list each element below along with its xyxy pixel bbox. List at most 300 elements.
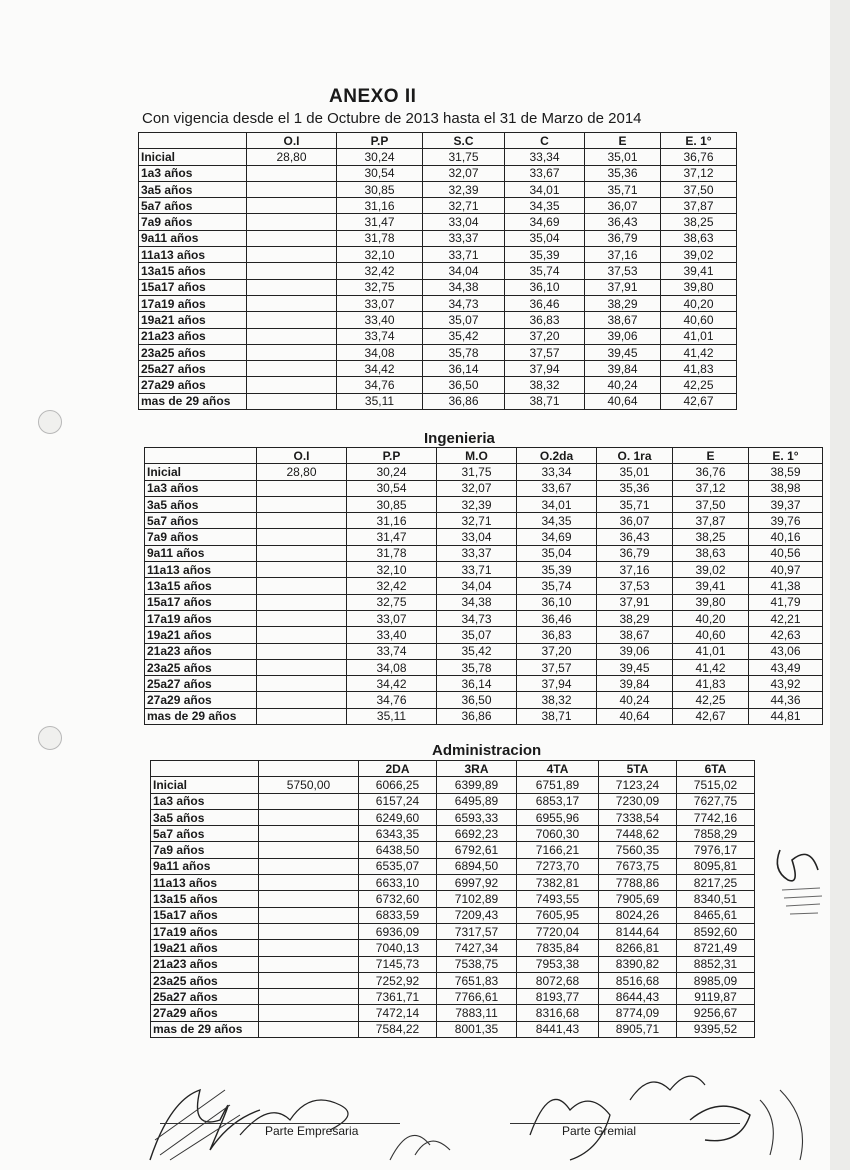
row-label: 21a23 años bbox=[139, 328, 247, 344]
table-cell bbox=[259, 1005, 359, 1021]
table-cell bbox=[257, 562, 347, 578]
table-cell: 35,39 bbox=[517, 562, 597, 578]
table-cell: 40,60 bbox=[661, 312, 737, 328]
table-cell: 7515,02 bbox=[677, 777, 755, 793]
table-cell: 33,34 bbox=[517, 464, 597, 480]
table-cell bbox=[259, 907, 359, 923]
table-cell: 40,64 bbox=[585, 393, 661, 409]
table-row bbox=[145, 659, 823, 675]
column-header: O. 1ra bbox=[597, 448, 673, 464]
table-cell: 41,83 bbox=[661, 361, 737, 377]
table-cell: 31,78 bbox=[347, 545, 437, 561]
table-cell: 8193,77 bbox=[517, 989, 599, 1005]
column-header: 4TA bbox=[517, 761, 599, 777]
table-cell: 34,38 bbox=[423, 279, 505, 295]
table-cell: 34,69 bbox=[517, 529, 597, 545]
table-cell: 32,75 bbox=[347, 594, 437, 610]
row-label: 9a11 años bbox=[151, 858, 259, 874]
table-cell bbox=[259, 956, 359, 972]
table-cell: 41,01 bbox=[661, 328, 737, 344]
table-cell: 34,73 bbox=[423, 295, 505, 311]
table-cell: 31,78 bbox=[337, 230, 423, 246]
table-cell: 38,67 bbox=[585, 312, 661, 328]
table-row bbox=[151, 923, 755, 939]
table-cell: 32,42 bbox=[337, 263, 423, 279]
table-row bbox=[145, 480, 823, 496]
table-cell: 36,43 bbox=[597, 529, 673, 545]
table-cell: 7040,13 bbox=[359, 940, 437, 956]
table-row bbox=[151, 907, 755, 923]
table-cell: 42,67 bbox=[673, 708, 749, 724]
table-cell bbox=[247, 393, 337, 409]
row-label: 1a3 años bbox=[151, 793, 259, 809]
table-cell: 35,71 bbox=[585, 181, 661, 197]
table-row bbox=[139, 247, 737, 263]
table-cell: 35,04 bbox=[517, 545, 597, 561]
table-cell: 37,57 bbox=[505, 344, 585, 360]
column-header bbox=[139, 133, 247, 149]
table-row bbox=[151, 1005, 755, 1021]
table-cell: 6066,25 bbox=[359, 777, 437, 793]
table-cell: 31,75 bbox=[437, 464, 517, 480]
table-cell: 32,75 bbox=[337, 279, 423, 295]
row-label: 15a17 años bbox=[145, 594, 257, 610]
table-cell: 8852,31 bbox=[677, 956, 755, 972]
table-cell: 37,16 bbox=[597, 562, 673, 578]
table-cell bbox=[259, 826, 359, 842]
table-cell: 37,50 bbox=[673, 496, 749, 512]
row-label: mas de 29 años bbox=[145, 708, 257, 724]
table-cell: 32,10 bbox=[337, 247, 423, 263]
column-header: 2DA bbox=[359, 761, 437, 777]
table-cell: 39,06 bbox=[597, 643, 673, 659]
table-cell: 8144,64 bbox=[599, 923, 677, 939]
row-label: 1a3 años bbox=[139, 165, 247, 181]
table-cell bbox=[247, 181, 337, 197]
table-cell: 35,36 bbox=[597, 480, 673, 496]
table-cell: 7742,16 bbox=[677, 809, 755, 825]
table-cell: 9119,87 bbox=[677, 989, 755, 1005]
validity-subtitle: Con vigencia desde el 1 de Octubre de 2013 hasta el 31 de Marzo de 2014 bbox=[142, 110, 642, 127]
table-cell: 37,12 bbox=[673, 480, 749, 496]
row-label: 3a5 años bbox=[151, 809, 259, 825]
table-cell: 34,04 bbox=[423, 263, 505, 279]
row-label: mas de 29 años bbox=[139, 393, 247, 409]
column-header: M.O bbox=[437, 448, 517, 464]
table-cell: 34,35 bbox=[505, 198, 585, 214]
table-cell: 36,79 bbox=[585, 230, 661, 246]
table-cell: 6535,07 bbox=[359, 858, 437, 874]
table-cell: 35,36 bbox=[585, 165, 661, 181]
table-cell: 37,53 bbox=[585, 263, 661, 279]
table-cell bbox=[257, 643, 347, 659]
table-cell: 36,46 bbox=[505, 295, 585, 311]
table-cell: 32,71 bbox=[423, 198, 505, 214]
table-cell: 8516,68 bbox=[599, 972, 677, 988]
table-cell: 7976,17 bbox=[677, 842, 755, 858]
table-cell: 36,14 bbox=[437, 676, 517, 692]
column-header: 6TA bbox=[677, 761, 755, 777]
row-label: mas de 29 años bbox=[151, 1021, 259, 1037]
signature-label-gremial: Parte Gremial bbox=[562, 1124, 637, 1138]
table-cell: 8316,68 bbox=[517, 1005, 599, 1021]
table-cell bbox=[257, 496, 347, 512]
row-label: 17a19 años bbox=[139, 295, 247, 311]
row-label: 15a17 años bbox=[151, 907, 259, 923]
table-cell: 36,50 bbox=[423, 377, 505, 393]
table-cell: 9395,52 bbox=[677, 1021, 755, 1037]
table-cell: 7538,75 bbox=[437, 956, 517, 972]
table-cell bbox=[247, 263, 337, 279]
table-cell: 30,85 bbox=[337, 181, 423, 197]
table-cell: 42,25 bbox=[661, 377, 737, 393]
table-cell: 35,01 bbox=[597, 464, 673, 480]
table-cell: 37,94 bbox=[517, 676, 597, 692]
table-cell: 30,24 bbox=[337, 149, 423, 165]
column-header: E. 1° bbox=[661, 133, 737, 149]
table-row bbox=[151, 940, 755, 956]
table-cell: 31,75 bbox=[423, 149, 505, 165]
table-cell: 8001,35 bbox=[437, 1021, 517, 1037]
table-cell bbox=[247, 214, 337, 230]
table-row bbox=[151, 875, 755, 891]
table-cell: 7673,75 bbox=[599, 858, 677, 874]
table-cell: 7953,38 bbox=[517, 956, 599, 972]
table-cell bbox=[259, 989, 359, 1005]
table-cell: 34,73 bbox=[437, 610, 517, 626]
table-cell: 36,10 bbox=[517, 594, 597, 610]
table-cell: 31,47 bbox=[347, 529, 437, 545]
table-cell: 40,97 bbox=[749, 562, 823, 578]
table-cell: 39,80 bbox=[661, 279, 737, 295]
table-cell: 38,63 bbox=[673, 545, 749, 561]
table-cell: 7252,92 bbox=[359, 972, 437, 988]
table-cell: 40,56 bbox=[749, 545, 823, 561]
table-cell: 33,07 bbox=[337, 295, 423, 311]
table-cell: 33,71 bbox=[437, 562, 517, 578]
table-row bbox=[139, 198, 737, 214]
table-header-row bbox=[145, 448, 823, 464]
table-cell: 36,50 bbox=[437, 692, 517, 708]
table-cell: 34,42 bbox=[337, 361, 423, 377]
table-row bbox=[151, 826, 755, 842]
table-cell: 40,64 bbox=[597, 708, 673, 724]
table-cell: 6936,09 bbox=[359, 923, 437, 939]
table-cell: 40,16 bbox=[749, 529, 823, 545]
table-cell: 7230,09 bbox=[599, 793, 677, 809]
row-label: 27a29 años bbox=[139, 377, 247, 393]
table-cell bbox=[257, 676, 347, 692]
table-cell: 8340,51 bbox=[677, 891, 755, 907]
row-label: 23a25 años bbox=[145, 659, 257, 675]
table-cell: 8390,82 bbox=[599, 956, 677, 972]
table-cell: 37,87 bbox=[661, 198, 737, 214]
table-cell: 7788,86 bbox=[599, 875, 677, 891]
table-row bbox=[139, 263, 737, 279]
table-cell: 40,24 bbox=[585, 377, 661, 393]
table-cell: 33,40 bbox=[347, 627, 437, 643]
table-cell: 36,86 bbox=[423, 393, 505, 409]
row-label: 21a23 años bbox=[145, 643, 257, 659]
table-cell: 7560,35 bbox=[599, 842, 677, 858]
table-cell: 7883,11 bbox=[437, 1005, 517, 1021]
table-cell: 38,67 bbox=[597, 627, 673, 643]
table-cell bbox=[247, 361, 337, 377]
table-cell: 38,29 bbox=[597, 610, 673, 626]
table-row bbox=[145, 692, 823, 708]
table-cell: 6343,35 bbox=[359, 826, 437, 842]
table-cell: 7060,30 bbox=[517, 826, 599, 842]
table-row bbox=[139, 361, 737, 377]
table-cell: 39,80 bbox=[673, 594, 749, 610]
table-cell bbox=[247, 312, 337, 328]
table-row bbox=[151, 989, 755, 1005]
table-row bbox=[151, 972, 755, 988]
table-cell: 35,01 bbox=[585, 149, 661, 165]
table-cell: 36,10 bbox=[505, 279, 585, 295]
row-label: 25a27 años bbox=[151, 989, 259, 1005]
table-cell: 35,04 bbox=[505, 230, 585, 246]
table-cell: 36,46 bbox=[517, 610, 597, 626]
table-cell: 33,71 bbox=[423, 247, 505, 263]
table-cell: 7166,21 bbox=[517, 842, 599, 858]
table-cell: 39,06 bbox=[585, 328, 661, 344]
table-cell: 8592,60 bbox=[677, 923, 755, 939]
table-cell bbox=[259, 940, 359, 956]
row-label: 7a9 años bbox=[139, 214, 247, 230]
table-cell: 33,04 bbox=[437, 529, 517, 545]
table-cell bbox=[257, 594, 347, 610]
section-title-ingenieria: Ingenieria bbox=[424, 430, 495, 447]
table-cell: 34,76 bbox=[347, 692, 437, 708]
table-cell bbox=[259, 809, 359, 825]
table-row bbox=[139, 393, 737, 409]
column-header: P.P bbox=[337, 133, 423, 149]
table-cell: 41,42 bbox=[673, 659, 749, 675]
row-label: 13a15 años bbox=[151, 891, 259, 907]
table-cell bbox=[247, 377, 337, 393]
table-cell bbox=[247, 198, 337, 214]
table-cell: 6751,89 bbox=[517, 777, 599, 793]
table-cell bbox=[257, 708, 347, 724]
table-cell: 41,38 bbox=[749, 578, 823, 594]
table-cell: 38,32 bbox=[505, 377, 585, 393]
column-header: 3RA bbox=[437, 761, 517, 777]
table-cell: 36,76 bbox=[673, 464, 749, 480]
row-label: Inicial bbox=[139, 149, 247, 165]
table-cell: 7102,89 bbox=[437, 891, 517, 907]
row-label: 23a25 años bbox=[139, 344, 247, 360]
table-cell bbox=[259, 793, 359, 809]
table-cell bbox=[257, 480, 347, 496]
column-header bbox=[151, 761, 259, 777]
table-row bbox=[139, 230, 737, 246]
table-row bbox=[145, 676, 823, 692]
table-row bbox=[151, 1021, 755, 1037]
table-cell: 32,07 bbox=[437, 480, 517, 496]
table-cell: 35,07 bbox=[437, 627, 517, 643]
table-cell: 6997,92 bbox=[437, 875, 517, 891]
table-row bbox=[139, 214, 737, 230]
table-cell: 33,67 bbox=[505, 165, 585, 181]
table-cell: 6792,61 bbox=[437, 842, 517, 858]
table-cell: 6633,10 bbox=[359, 875, 437, 891]
table-header-row bbox=[139, 133, 737, 149]
table-header-row bbox=[151, 761, 755, 777]
table-cell: 34,76 bbox=[337, 377, 423, 393]
table-cell: 34,35 bbox=[517, 513, 597, 529]
table-cell: 31,47 bbox=[337, 214, 423, 230]
row-label: 9a11 años bbox=[145, 545, 257, 561]
column-header: E bbox=[673, 448, 749, 464]
table-cell: 32,39 bbox=[437, 496, 517, 512]
row-label: 11a13 años bbox=[151, 875, 259, 891]
table-cell: 34,04 bbox=[437, 578, 517, 594]
row-label: 5a7 años bbox=[151, 826, 259, 842]
column-header: O.2da bbox=[517, 448, 597, 464]
table-cell bbox=[247, 295, 337, 311]
row-label: 13a15 años bbox=[139, 263, 247, 279]
salary-table-administracion bbox=[150, 760, 755, 1038]
table-cell: 35,07 bbox=[423, 312, 505, 328]
table-cell: 33,07 bbox=[347, 610, 437, 626]
table-row bbox=[139, 149, 737, 165]
table-cell: 37,20 bbox=[517, 643, 597, 659]
table-cell: 33,74 bbox=[337, 328, 423, 344]
table-cell: 38,32 bbox=[517, 692, 597, 708]
table-cell: 34,42 bbox=[347, 676, 437, 692]
table-cell: 32,07 bbox=[423, 165, 505, 181]
table-row bbox=[145, 562, 823, 578]
row-label: 25a27 años bbox=[145, 676, 257, 692]
table-cell: 33,04 bbox=[423, 214, 505, 230]
table-cell: 40,24 bbox=[597, 692, 673, 708]
table-cell: 6732,60 bbox=[359, 891, 437, 907]
row-label: Inicial bbox=[145, 464, 257, 480]
table-cell: 6249,60 bbox=[359, 809, 437, 825]
table-row bbox=[151, 858, 755, 874]
table-row bbox=[139, 377, 737, 393]
row-label: 1a3 años bbox=[145, 480, 257, 496]
table-cell: 8721,49 bbox=[677, 940, 755, 956]
table-cell bbox=[257, 610, 347, 626]
table-cell: 6894,50 bbox=[437, 858, 517, 874]
table-cell: 32,71 bbox=[437, 513, 517, 529]
table-cell: 44,81 bbox=[749, 708, 823, 724]
table-cell: 6593,33 bbox=[437, 809, 517, 825]
table-cell: 7427,34 bbox=[437, 940, 517, 956]
table-cell: 44,36 bbox=[749, 692, 823, 708]
table-row bbox=[139, 344, 737, 360]
table-cell: 7209,43 bbox=[437, 907, 517, 923]
table-cell: 39,84 bbox=[585, 361, 661, 377]
row-label: 27a29 años bbox=[151, 1005, 259, 1021]
table-cell: 42,21 bbox=[749, 610, 823, 626]
table-cell: 40,20 bbox=[673, 610, 749, 626]
column-header: P.P bbox=[347, 448, 437, 464]
table-cell: 39,45 bbox=[585, 344, 661, 360]
row-label: 19a21 años bbox=[139, 312, 247, 328]
table-cell: 43,92 bbox=[749, 676, 823, 692]
table-row bbox=[139, 312, 737, 328]
signature-area bbox=[130, 1060, 830, 1170]
table-cell: 32,10 bbox=[347, 562, 437, 578]
table-cell: 8774,09 bbox=[599, 1005, 677, 1021]
table-cell: 30,54 bbox=[337, 165, 423, 181]
table-cell: 36,43 bbox=[585, 214, 661, 230]
column-header: E. 1° bbox=[749, 448, 823, 464]
table-cell: 38,25 bbox=[661, 214, 737, 230]
table-cell: 6399,89 bbox=[437, 777, 517, 793]
table-cell bbox=[247, 247, 337, 263]
table-cell: 8024,26 bbox=[599, 907, 677, 923]
table-cell: 41,83 bbox=[673, 676, 749, 692]
column-header bbox=[145, 448, 257, 464]
table-cell: 5750,00 bbox=[259, 777, 359, 793]
table-cell: 6495,89 bbox=[437, 793, 517, 809]
table-cell: 32,39 bbox=[423, 181, 505, 197]
table-cell: 39,45 bbox=[597, 659, 673, 675]
table-cell bbox=[247, 328, 337, 344]
table-cell bbox=[259, 891, 359, 907]
table-cell: 31,16 bbox=[347, 513, 437, 529]
table-cell: 34,38 bbox=[437, 594, 517, 610]
row-label: 11a13 años bbox=[145, 562, 257, 578]
row-label: 3a5 años bbox=[139, 181, 247, 197]
table-cell: 7338,54 bbox=[599, 809, 677, 825]
table-cell: 8095,81 bbox=[677, 858, 755, 874]
table-cell: 36,14 bbox=[423, 361, 505, 377]
table-cell: 38,29 bbox=[585, 295, 661, 311]
row-label: 15a17 años bbox=[139, 279, 247, 295]
table-cell: 39,37 bbox=[749, 496, 823, 512]
table-cell bbox=[259, 1021, 359, 1037]
table-cell: 36,83 bbox=[517, 627, 597, 643]
table-cell: 38,59 bbox=[749, 464, 823, 480]
table-row bbox=[145, 496, 823, 512]
table-cell: 34,08 bbox=[337, 344, 423, 360]
table-cell: 7361,71 bbox=[359, 989, 437, 1005]
table-row bbox=[151, 793, 755, 809]
punch-hole-top bbox=[38, 410, 62, 434]
table-cell: 37,53 bbox=[597, 578, 673, 594]
table-cell: 33,40 bbox=[337, 312, 423, 328]
table-cell bbox=[257, 659, 347, 675]
row-label: 17a19 años bbox=[151, 923, 259, 939]
table-cell: 6438,50 bbox=[359, 842, 437, 858]
column-header bbox=[259, 761, 359, 777]
table-cell bbox=[259, 875, 359, 891]
row-label: 11a13 años bbox=[139, 247, 247, 263]
table-cell bbox=[257, 513, 347, 529]
table-cell: 7627,75 bbox=[677, 793, 755, 809]
table-cell bbox=[259, 858, 359, 874]
table-cell: 37,20 bbox=[505, 328, 585, 344]
table-cell: 38,71 bbox=[505, 393, 585, 409]
table-cell: 8905,71 bbox=[599, 1021, 677, 1037]
signature-label-empresaria: Parte Empresaria bbox=[265, 1124, 359, 1138]
table-cell: 6692,23 bbox=[437, 826, 517, 842]
table-cell: 35,42 bbox=[423, 328, 505, 344]
table-cell: 35,78 bbox=[423, 344, 505, 360]
table-cell: 39,41 bbox=[673, 578, 749, 594]
table-cell: 7382,81 bbox=[517, 875, 599, 891]
table-cell bbox=[257, 692, 347, 708]
table-row bbox=[139, 181, 737, 197]
table-cell: 7123,24 bbox=[599, 777, 677, 793]
table-cell: 41,42 bbox=[661, 344, 737, 360]
table-cell: 37,12 bbox=[661, 165, 737, 181]
